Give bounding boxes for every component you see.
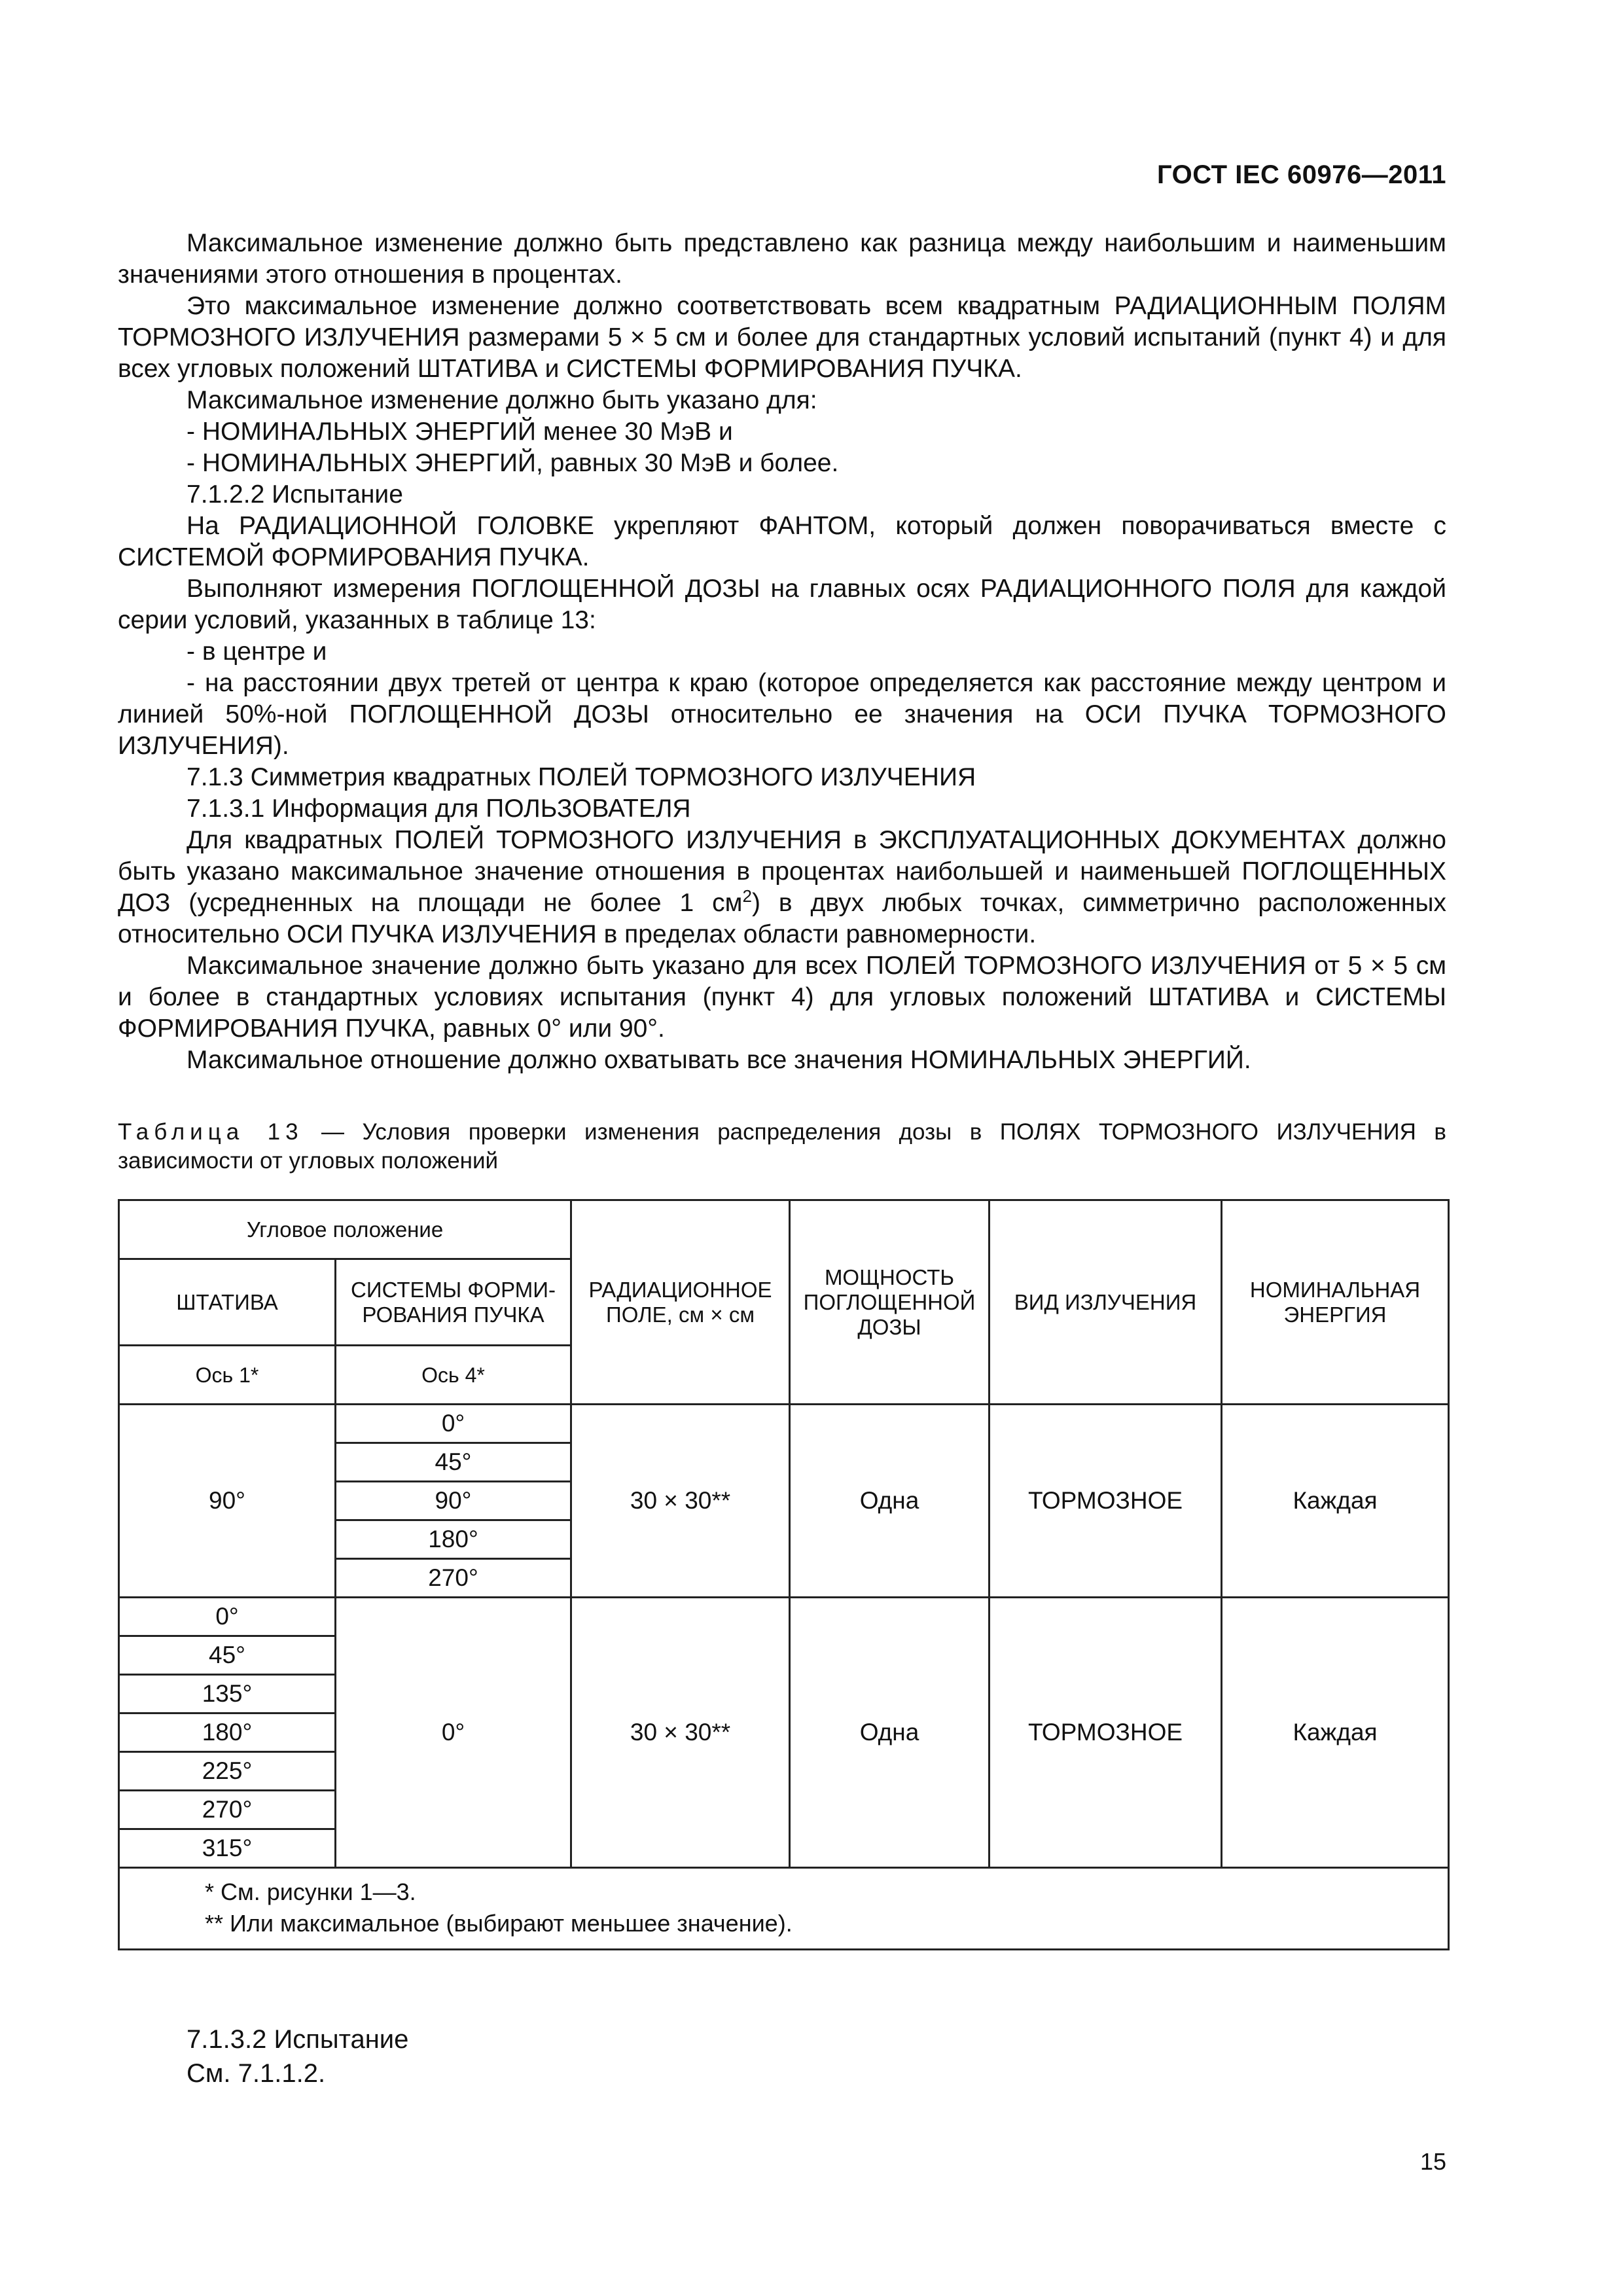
paragraph: Это максимальное изменение должно соответствовать всем квадратным РАДИАЦИОННЫМ ПОЛЯМ ТОРМОЗНОГО ИЗЛУЧЕНИЯ размерами 5 × 5 см и более для стандартных условий испытаний (пункт 4) и для всех угловых положений ШТАТИВА и СИСТЕМЫ ФОРМИРОВАНИЯ ПУЧКА. — [118, 292, 1446, 383]
list-item: - НОМИНАЛЬНЫХ ЭНЕРГИЙ, равных 30 МэВ и более. — [187, 449, 839, 477]
paragraph: Максимальное отношение должно охватывать все значения НОМИНАЛЬНЫХ ЭНЕРГИЙ. — [187, 1046, 1251, 1074]
table-notes — [119, 1868, 1449, 1950]
page-number: 15 — [1419, 2148, 1446, 2175]
radiation-type-cell: ТОРМОЗНОЕ — [990, 1598, 1222, 1868]
paragraph: Максимальное изменение должно быть представлено как разница между наибольшим и наименьшим значениями этого отношения в процентах. — [118, 229, 1446, 289]
table-note: * См. рисунки 1—3. — [205, 1878, 416, 1905]
reference-text: См. 7.1.1.2. — [187, 2059, 326, 2088]
superscript: 2 — [742, 886, 752, 906]
after-table-text — [187, 2022, 408, 2090]
paragraph-info — [118, 825, 1446, 950]
header-dose-rate: МОЩНОСТЬ ПОГЛОЩЕННОЙ ДОЗЫ — [790, 1200, 990, 1405]
stand-angle-cell: 90° — [119, 1405, 336, 1598]
table-label: Таблица 13 — [118, 1119, 304, 1145]
section-heading: 7.1.2.2 Испытание — [187, 480, 403, 509]
header-nominal-energy: НОМИНАЛЬНАЯ ЭНЕРГИЯ — [1222, 1200, 1449, 1405]
header-beam-system: СИСТЕМЫ ФОРМИ-РОВАНИЯ ПУЧКА — [336, 1259, 571, 1346]
beam-angle-cell: 180° — [336, 1520, 571, 1559]
table-caption-text: — Условия проверки изменения распределения дозы в ПОЛЯХ ТОРМОЗНОГО ИЗЛУЧЕНИЯ в зависимости от угловых положений — [118, 1119, 1446, 1174]
header-field: РАДИАЦИОННОЕ ПОЛЕ, см × см — [571, 1200, 790, 1405]
table-caption — [118, 1118, 1446, 1175]
paragraph: На РАДИАЦИОННОЙ ГОЛОВКЕ укрепляют ФАНТОМ, который должен поворачиваться вместе с СИСТЕМОЙ ФОРМИРОВАНИЯ ПУЧКА. — [118, 512, 1446, 571]
dose-rate-cell: Одна — [790, 1405, 990, 1598]
field-size-cell: 30 × 30** — [571, 1405, 790, 1598]
paragraph: Максимальное значение должно быть указано для всех ПОЛЕЙ ТОРМОЗНОГО ИЗЛУЧЕНИЯ от 5 × 5 см и более в стандартных условиях испытания (пункт 4) для угловых положений ШТАТИВА и СИСТЕМЫ ФОРМИРОВАНИЯ ПУЧКА, равных 0° или 90°. — [118, 952, 1446, 1043]
header-axis-4: Ось 4* — [336, 1346, 571, 1405]
header-angular-position: Угловое положение — [119, 1200, 571, 1259]
conditions-table — [118, 1199, 1450, 1950]
stand-angle-cell: 225° — [119, 1752, 336, 1791]
radiation-type-cell: ТОРМОЗНОЕ — [990, 1405, 1222, 1598]
stand-angle-cell: 45° — [119, 1636, 336, 1675]
stand-angle-cell: 0° — [119, 1598, 336, 1636]
nominal-energy-cell: Каждая — [1222, 1598, 1449, 1868]
paragraph: Выполняют измерения ПОГЛОЩЕННОЙ ДОЗЫ на главных осях РАДИАЦИОННОГО ПОЛЯ для каждой серии условий, указанных в таблице 13: — [118, 575, 1446, 634]
header-stand: ШТАТИВА — [119, 1259, 336, 1346]
list-item: - в центре и — [187, 637, 327, 666]
beam-angle-cell: 90° — [336, 1482, 571, 1520]
stand-angle-cell: 135° — [119, 1675, 336, 1713]
header-radiation-type: ВИД ИЗЛУЧЕНИЯ — [990, 1200, 1222, 1405]
stand-angle-cell: 315° — [119, 1829, 336, 1868]
list-item: - НОМИНАЛЬНЫХ ЭНЕРГИЙ менее 30 МэВ и — [187, 418, 733, 446]
section-heading: 7.1.3.2 Испытание — [187, 2025, 409, 2054]
nominal-energy-cell: Каждая — [1222, 1405, 1449, 1598]
beam-angle-cell: 0° — [336, 1405, 571, 1443]
stand-angle-cell: 270° — [119, 1791, 336, 1829]
beam-angle-cell: 45° — [336, 1443, 571, 1482]
list-item: - на расстоянии двух третей от центра к краю (которое определяется как расстояние между центром и линией 50%-ной ПОГЛОЩЕННОЙ ДОЗЫ относительно ее значения на ОСИ ПУЧКА ТОРМОЗНОГО ИЗЛУЧЕНИЯ). — [118, 669, 1446, 760]
paragraph-text: ) в двух любых точках, симметрично расположенных относительно ОСИ ПУЧКА ИЗЛУЧЕНИЯ в пределах области равномерности. — [118, 889, 1446, 948]
dose-rate-cell: Одна — [790, 1598, 990, 1868]
paragraph: Максимальное изменение должно быть указано для: — [187, 386, 817, 414]
table-note: ** Или максимальное (выбирают меньшее значение). — [205, 1910, 793, 1937]
document-code-header: ГОСТ IEC 60976—2011 — [1157, 160, 1446, 189]
header-axis-1: Ось 1* — [119, 1346, 336, 1405]
beam-angle-cell: 270° — [336, 1559, 571, 1598]
body-text — [118, 228, 1446, 1076]
field-size-cell: 30 × 30** — [571, 1598, 790, 1868]
beam-angle-cell: 0° — [336, 1598, 571, 1868]
paragraph-text: Для квадратных ПОЛЕЙ ТОРМОЗНОГО ИЗЛУЧЕНИЯ в ЭКСПЛУАТАЦИОННЫХ ДОКУМЕНТАХ должно быть указано максимальное значение отношения в процентах наибольшей и наименьшей ПОГЛОЩЕННЫХ ДОЗ (усредненных на площади не более 1 см — [118, 826, 1446, 917]
stand-angle-cell: 180° — [119, 1713, 336, 1752]
section-heading: 7.1.3.1 Информация для ПОЛЬЗОВАТЕЛЯ — [187, 795, 691, 823]
section-heading: 7.1.3 Симметрия квадратных ПОЛЕЙ ТОРМОЗНОГО ИЗЛУЧЕНИЯ — [187, 763, 976, 791]
